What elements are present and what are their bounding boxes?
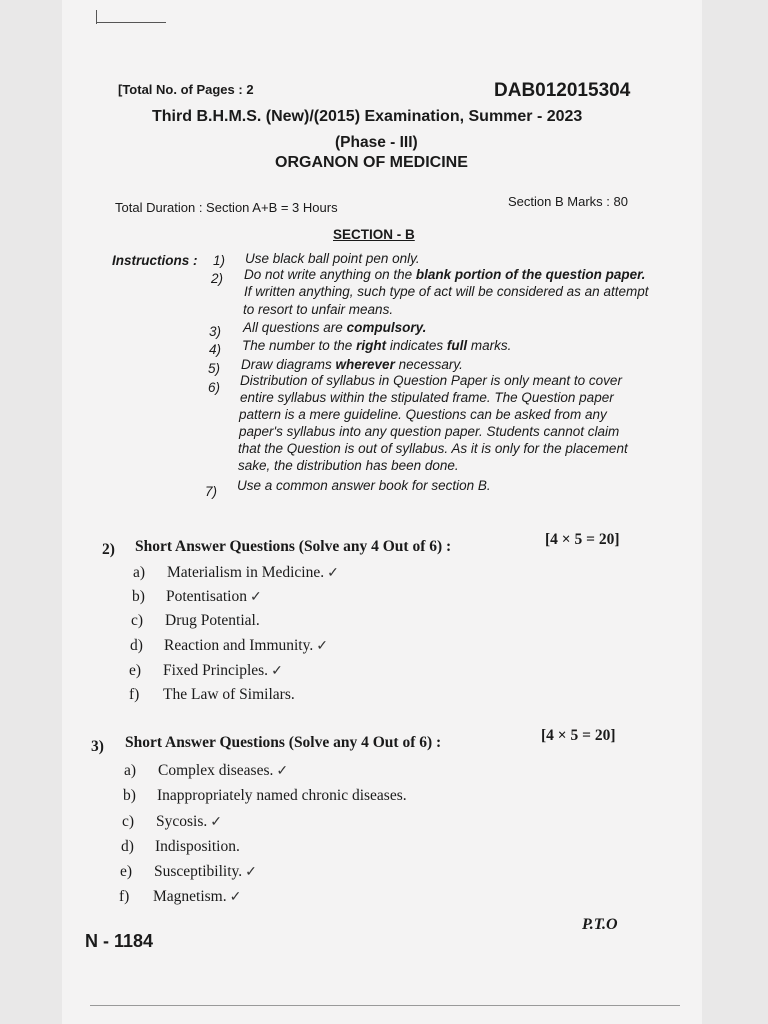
instruction-text: Use black ball point pen only. xyxy=(245,251,420,266)
subject-title: ORGANON OF MEDICINE xyxy=(275,154,468,171)
question-title: Short Answer Questions (Solve any 4 Out of 6) : xyxy=(135,538,452,555)
list-item: d) Indisposition. xyxy=(121,838,240,855)
list-item: a) Complex diseases. ✓ xyxy=(124,762,289,779)
page-edge-line xyxy=(96,10,97,24)
check-mark-icon: ✓ xyxy=(229,888,242,904)
instruction-number: 6) xyxy=(208,380,221,395)
instruction-text: entire syllabus within the stipulated frame. The Question paper xyxy=(240,390,614,405)
instruction-text: Distribution of syllabus in Question Paper is only meant to cover xyxy=(240,373,622,388)
instruction-number: 7) xyxy=(205,484,218,499)
check-mark-icon: ✓ xyxy=(249,588,262,604)
list-item: b) Inappropriately named chronic diseases. xyxy=(123,787,407,804)
total-pages: [Total No. of Pages : 2 xyxy=(118,82,254,97)
instruction-number: 1) xyxy=(213,253,226,268)
list-item: d) Reaction and Immunity. ✓ xyxy=(130,637,328,654)
page-bottom-line xyxy=(90,1005,680,1006)
list-item: c) Drug Potential. xyxy=(131,612,260,629)
exam-phase: (Phase - III) xyxy=(335,134,418,151)
instruction-text: If written anything, such type of act will be considered as an attempt xyxy=(244,284,649,299)
page-edge-line xyxy=(96,22,166,23)
instructions-label: Instructions : xyxy=(112,253,198,268)
check-mark-icon: ✓ xyxy=(316,637,328,653)
question-marks: [4 × 5 = 20] xyxy=(545,531,620,548)
paper-number: N - 1184 xyxy=(85,931,154,951)
instruction-text: that the Question is out of syllabus. As it is only for the placement xyxy=(238,441,628,456)
instruction-text: pattern is a mere guideline. Questions can be asked from any xyxy=(239,407,607,422)
check-mark-icon: ✓ xyxy=(327,564,339,580)
instruction-number: 5) xyxy=(208,361,221,376)
check-mark-icon: ✓ xyxy=(276,762,289,778)
instruction-number: 3) xyxy=(209,324,222,339)
instruction-text: sake, the distribution has been done. xyxy=(238,458,459,473)
instruction-text: to resort to unfair means. xyxy=(243,302,394,317)
list-item: a) Materialism in Medicine. ✓ xyxy=(133,564,339,581)
list-item: e) Susceptibility. ✓ xyxy=(120,863,257,880)
instruction-text: Use a common answer book for section B. xyxy=(237,478,491,493)
section-title: SECTION - B xyxy=(333,227,415,242)
instruction-text: The number to the right indicates full marks. xyxy=(242,338,512,353)
question-number: 3) xyxy=(91,738,104,755)
check-mark-icon: ✓ xyxy=(210,813,222,829)
list-item: e) Fixed Principles. ✓ xyxy=(129,662,283,679)
total-duration: Total Duration : Section A+B = 3 Hours xyxy=(115,200,338,215)
list-item: b) Potentisation ✓ xyxy=(132,588,262,605)
instruction-number: 4) xyxy=(209,342,222,357)
check-mark-icon: ✓ xyxy=(245,863,257,879)
instruction-text: Draw diagrams wherever necessary. xyxy=(241,357,463,372)
instruction-text: Do not write anything on the blank portion of the question paper. xyxy=(244,267,646,282)
question-title: Short Answer Questions (Solve any 4 Out of 6) : xyxy=(125,734,442,751)
check-mark-icon: ✓ xyxy=(271,662,283,678)
instruction-text: paper's syllabus into any question paper. Students cannot claim xyxy=(239,424,620,439)
pto-label: P.T.O xyxy=(582,916,618,933)
question-number: 2) xyxy=(102,541,115,558)
instruction-number: 2) xyxy=(211,271,224,286)
list-item: f) Magnetism. ✓ xyxy=(119,888,242,905)
instruction-text: All questions are compulsory. xyxy=(243,320,427,335)
exam-title: Third B.H.M.S. (New)/(2015) Examination, Summer - 2023 xyxy=(152,108,583,125)
question-marks: [4 × 5 = 20] xyxy=(541,727,616,744)
section-marks: Section B Marks : 80 xyxy=(508,194,628,209)
list-item: f) The Law of Similars. xyxy=(129,686,295,703)
list-item: c) Sycosis. ✓ xyxy=(122,813,222,830)
paper-code: DAB012015304 xyxy=(494,80,631,101)
